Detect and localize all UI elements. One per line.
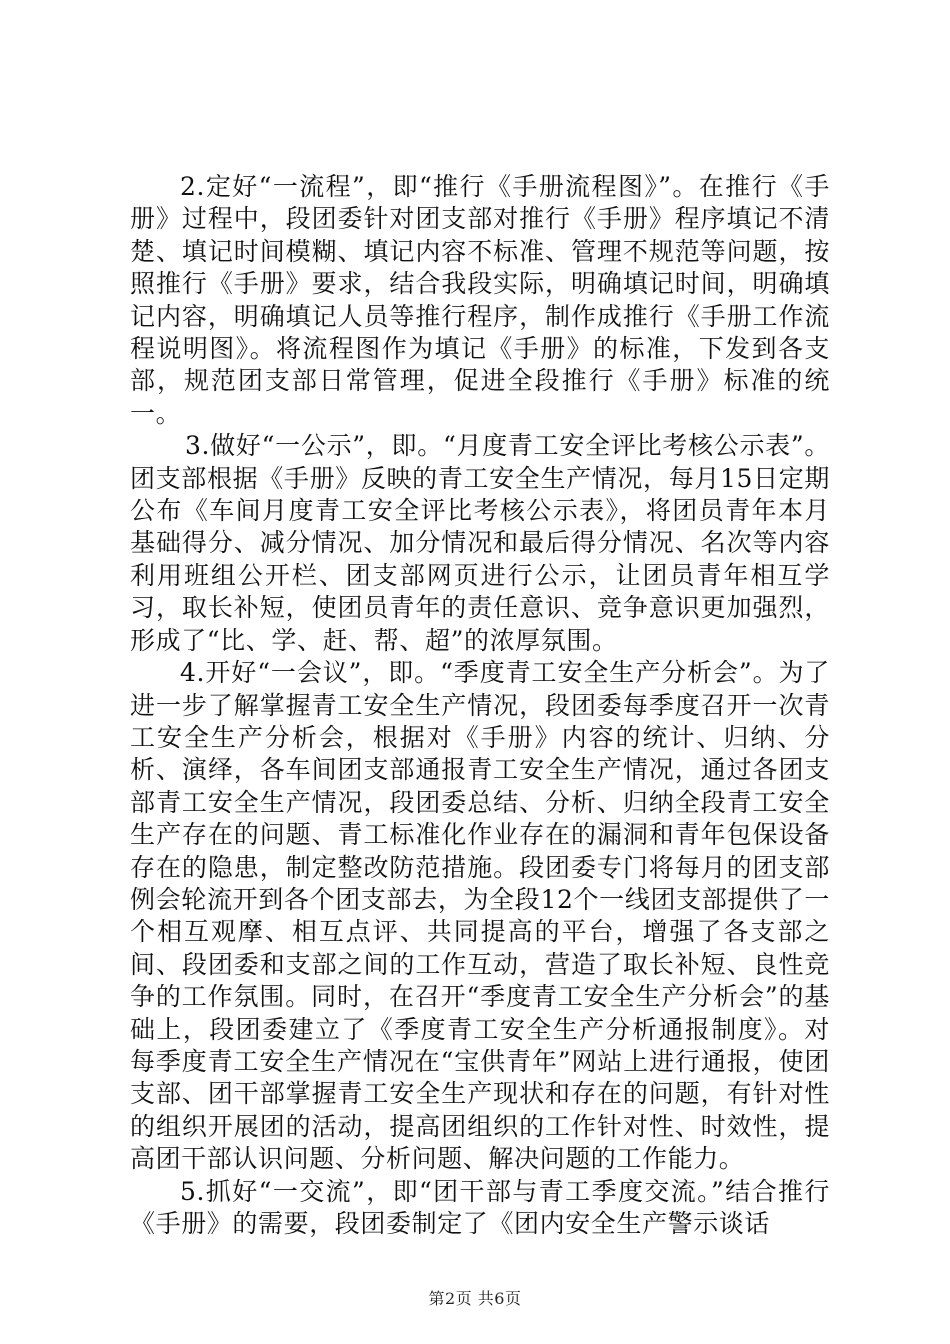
paragraph-5: 5.抓好“一交流”，即“团干部与青工季度交流。”结合推行《手册》的需要，段团委制定了《团内安全生产警示谈话 — [130, 1176, 830, 1238]
page-footer: 第2页 共6页 — [428, 1289, 522, 1308]
document-body — [130, 171, 830, 1240]
paragraph-2: 2.定好“一流程”，即“推行《手册流程图》”。在推行《手册》过程中，段团委针对团支部对推行《手册》程序填记不清楚、填记时间模糊、填记内容不标准、管理不规范等问题，按照推行《手册》要求，结合我段实际，明确填记时间，明确填记内容，明确填记人员等推行程序，制作成推行《手册工作流程说明图》。将流程图作为填记《手册》的标准，下发到各支部，规范团支部日常管理，促进全段推行《手册》标准的统一。 — [130, 172, 830, 428]
paragraph-3: 3.做好“一公示”，即。“月度青工安全评比考核公示表”。团支部根据《手册》反映的青工安全生产情况，每月15日定期公布《车间月度青工安全评比考核公示表》，将团员青年本月基础得分、减分情况、加分情况和最后得分情况、名次等内容利用班组公开栏、团支部网页进行公示，让团员青年相互学习，取长补短，使团员青年的责任意识、竞争意识更加强烈，形成了“比、学、赶、帮、超”的浓厚氛围。 — [130, 431, 830, 655]
paragraph-4: 4.开好“一会议”，即。“季度青工安全生产分析会”。为了进一步了解掌握青工安全生产情况，段团委每季度召开一次青工安全生产分析会，根据对《手册》内容的统计、归纳、分析、演绎，各车间团支部通报青工安全生产情况，通过各团支部青工安全生产情况，段团委总结、分析、归纳全段青工安全生产存在的问题、青工标准化作业存在的漏洞和青年包保设备存在的隐患，制定整改防范措施。段团委专门将每月的团支部例会轮流开到各个团支部去，为全段12个一线团支部提供了一个相互观摩、相互点评、共同提高的平台，增强了各支部之间、段团委和支部之间的工作互动，营造了取长补短、良性竞争的工作氛围。同时，在召开“季度青工安全生产分析会”的基础上，段团委建立了《季度青工安全生产分析通报制度》。对每季度青工安全生产情况在“宝供青年”网站上进行通报，使团支部、团干部掌握青工安全生产现状和存在的问题，有针对性的组织开展团的活动，提高团组织的工作针对性、时效性，提高团干部认识问题、分析问题、解决问题的工作能力。 — [130, 658, 830, 1174]
